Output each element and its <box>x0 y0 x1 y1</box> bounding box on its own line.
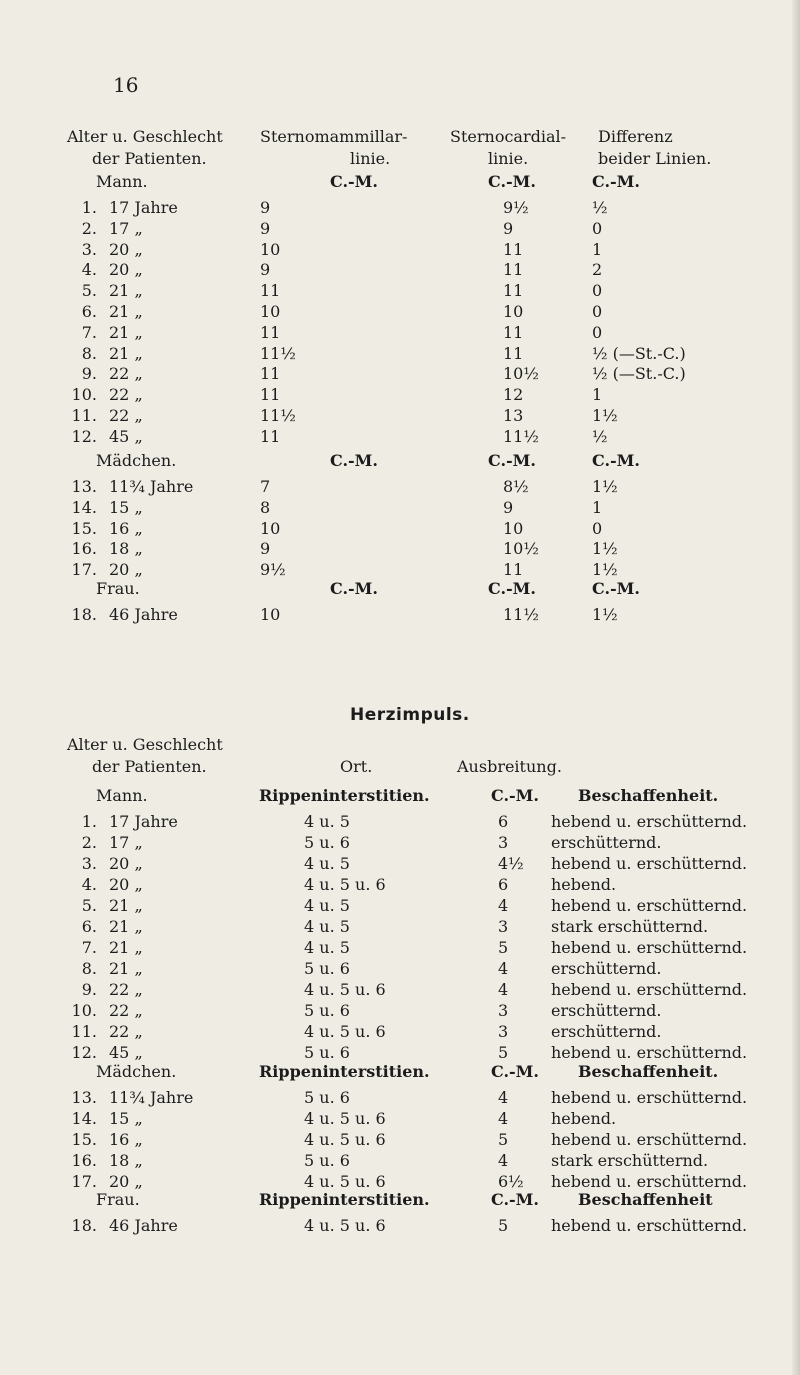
difference-value: 1 <box>592 239 603 259</box>
row-number: 11. <box>71 406 97 425</box>
ausbreitung-value: 5 <box>498 1130 509 1149</box>
patient-age: 21 „ <box>109 281 143 301</box>
group-label: Mann. <box>96 172 148 191</box>
row-number: 8. <box>81 959 97 978</box>
row-number: 7. <box>81 938 97 957</box>
difference-value: 1½ <box>592 477 618 496</box>
patient-age: 17 „ <box>109 218 143 238</box>
patient-age: 15 „ <box>109 497 143 517</box>
beschaffenheit-value: hebend u. erschütternd. <box>551 896 748 915</box>
beschaffenheit-value: erschütternd. <box>551 833 662 852</box>
patient-age: 21 „ <box>109 322 143 342</box>
beschaffenheit-value: hebend u. erschütternd. <box>551 854 748 873</box>
ort-value: 4 u. 5 u. 6 <box>304 1022 386 1041</box>
ausbreitung-value: 4 <box>498 1088 509 1107</box>
patient-age: 15 „ <box>109 1109 143 1128</box>
ausbreitung-value: 3 <box>498 917 509 936</box>
patient-age: 16 „ <box>109 518 143 538</box>
sternocardial-value: 11 <box>503 281 524 301</box>
sternocardial-value: 12 <box>503 385 524 405</box>
unit-label: C.-M. <box>488 579 536 598</box>
sternocardial-value: 9 <box>503 218 514 238</box>
sternocardial-value: 10 <box>503 518 524 538</box>
ort-subheader: Rippeninterstitien. <box>259 786 430 805</box>
difference-value: 1½ <box>592 560 618 580</box>
row-number: 6. <box>81 302 97 321</box>
sternomammillar-value: 9½ <box>260 560 286 580</box>
unit-label: C.-M. <box>488 172 536 191</box>
patient-age: 45 „ <box>109 426 143 446</box>
sternomammillar-value: 7 <box>260 477 271 496</box>
row-number: 16. <box>71 1151 97 1170</box>
patient-age: 20 „ <box>109 239 143 259</box>
row-number: 3. <box>81 239 97 259</box>
sternocardial-value: 8½ <box>503 477 529 496</box>
patient-age: 20 „ <box>109 875 143 894</box>
sternomammillar-value: 11 <box>260 364 281 384</box>
sternomammillar-value: 11 <box>260 281 281 301</box>
sternocardial-value: 9½ <box>503 198 529 217</box>
sternocardial-value: 9 <box>503 497 514 517</box>
sternocardial-value: 10 <box>503 302 524 321</box>
patient-age: 45 „ <box>109 1043 143 1062</box>
sternocardial-value: 13 <box>503 406 524 425</box>
sternocardial-value: 11½ <box>503 605 539 624</box>
t1-header-col4-line2: beider Linien. <box>598 149 712 168</box>
ort-value: 5 u. 6 <box>304 1088 350 1107</box>
ausbreitung-value: 4 <box>498 1109 509 1128</box>
beschaffenheit-value: hebend. <box>551 1109 617 1128</box>
row-number: 10. <box>71 1001 97 1020</box>
sternomammillar-value: 8 <box>260 497 271 517</box>
unit-label: C.-M. <box>592 172 640 191</box>
row-number: 6. <box>81 917 97 936</box>
group-label: Mädchen. <box>96 451 177 470</box>
patient-age: 22 „ <box>109 364 143 384</box>
patient-age: 18 „ <box>109 539 143 559</box>
t1-header-col1-line1: Alter u. Geschlecht <box>67 127 223 146</box>
ort-value: 4 u. 5 u. 6 <box>304 1130 386 1149</box>
beschaffenheit-value: hebend u. erschütternd. <box>551 812 748 831</box>
ort-value: 4 u. 5 <box>304 854 350 873</box>
ausbreitung-value: 6 <box>498 812 509 831</box>
difference-value: ½ <box>592 426 608 446</box>
ausbreitung-subheader: C.-M. <box>491 1062 539 1081</box>
difference-value: ½ (—St.-C.) <box>592 343 686 363</box>
row-number: 10. <box>71 385 97 405</box>
patient-age: 22 „ <box>109 1001 143 1020</box>
t1-header-col2-line2: linie. <box>350 149 391 168</box>
difference-value: 1 <box>592 497 603 517</box>
beschaffenheit-value: hebend u. erschütternd. <box>551 1130 748 1149</box>
group-label: Mann. <box>96 786 148 805</box>
beschaffenheit-value: erschütternd. <box>551 1001 662 1020</box>
row-number: 13. <box>71 477 97 496</box>
beschaffenheit-value: hebend u. erschütternd. <box>551 1172 748 1191</box>
sternocardial-value: 11 <box>503 322 524 342</box>
ort-subheader: Rippeninterstitien. <box>259 1062 430 1081</box>
sternomammillar-value: 9 <box>260 260 271 280</box>
beschaffenheit-value: erschütternd. <box>551 1022 662 1041</box>
patient-age: 17 Jahre <box>109 812 178 831</box>
ort-value: 4 u. 5 <box>304 812 350 831</box>
sternomammillar-value: 11 <box>260 385 281 405</box>
row-number: 8. <box>81 343 97 363</box>
beschaffenheit-value: hebend u. erschütternd. <box>551 1088 748 1107</box>
row-number: 12. <box>71 1043 97 1062</box>
difference-value: 1 <box>592 385 603 405</box>
ausbreitung-value: 4½ <box>498 854 524 873</box>
ausbreitung-value: 5 <box>498 1216 509 1235</box>
unit-label: C.-M. <box>330 451 378 470</box>
row-number: 1. <box>81 812 97 831</box>
row-number: 14. <box>71 1109 97 1128</box>
beschaffenheit-subheader: Beschaffenheit. <box>578 1062 719 1081</box>
row-number: 17. <box>71 1172 97 1191</box>
ort-value: 4 u. 5 <box>304 896 350 915</box>
ort-value: 5 u. 6 <box>304 959 350 978</box>
t2-header-col3: Ausbreitung. <box>457 757 562 776</box>
ort-value: 5 u. 6 <box>304 833 350 852</box>
row-number: 1. <box>81 198 97 217</box>
sternomammillar-value: 11½ <box>260 343 296 363</box>
ort-value: 5 u. 6 <box>304 1151 350 1170</box>
t1-header-col3-line1: Sternocardial- <box>450 127 567 146</box>
ort-value: 5 u. 6 <box>304 1001 350 1020</box>
beschaffenheit-value: erschütternd. <box>551 959 662 978</box>
row-number: 5. <box>81 281 97 301</box>
patient-age: 11¾ Jahre <box>109 477 194 496</box>
sternocardial-value: 11 <box>503 343 524 363</box>
row-number: 14. <box>71 497 97 517</box>
patient-age: 17 Jahre <box>109 198 178 217</box>
sternomammillar-value: 9 <box>260 198 271 217</box>
row-number: 5. <box>81 896 97 915</box>
row-number: 3. <box>81 854 97 873</box>
patient-age: 20 „ <box>109 560 143 580</box>
sternocardial-value: 11½ <box>503 426 539 446</box>
row-number: 4. <box>81 260 97 280</box>
sternomammillar-value: 10 <box>260 239 281 259</box>
difference-value: 2 <box>592 260 603 280</box>
difference-value: ½ <box>592 198 608 217</box>
page-number: 16 <box>113 73 139 97</box>
patient-age: 22 „ <box>109 385 143 405</box>
difference-value: 0 <box>592 322 603 342</box>
patient-age: 21 „ <box>109 896 143 915</box>
difference-value: 1½ <box>592 406 618 425</box>
difference-value: 0 <box>592 518 603 538</box>
t2-header-col2: Ort. <box>340 757 373 776</box>
beschaffenheit-value: hebend. <box>551 875 617 894</box>
beschaffenheit-value: hebend u. erschütternd. <box>551 1043 748 1062</box>
t2-header-col1-line2: der Patienten. <box>92 757 207 776</box>
row-number: 2. <box>81 833 97 852</box>
patient-age: 20 „ <box>109 854 143 873</box>
patient-age: 17 „ <box>109 833 143 852</box>
unit-label: C.-M. <box>592 451 640 470</box>
ausbreitung-subheader: C.-M. <box>491 786 539 805</box>
patient-age: 22 „ <box>109 980 143 999</box>
patient-age: 16 „ <box>109 1130 143 1149</box>
beschaffenheit-subheader: Beschaffenheit <box>578 1190 713 1209</box>
ort-value: 4 u. 5 u. 6 <box>304 1172 386 1191</box>
row-number: 2. <box>81 218 97 238</box>
patient-age: 11¾ Jahre <box>109 1088 194 1107</box>
patient-age: 20 „ <box>109 1172 143 1191</box>
t1-header-col3-line2: linie. <box>488 149 529 168</box>
sternocardial-value: 11 <box>503 260 524 280</box>
row-number: 17. <box>71 560 97 580</box>
sternomammillar-value: 11½ <box>260 406 296 425</box>
ort-value: 5 u. 6 <box>304 1043 350 1062</box>
ort-value: 4 u. 5 u. 6 <box>304 980 386 999</box>
ausbreitung-subheader: C.-M. <box>491 1190 539 1209</box>
t1-header-col4-line1: Differenz <box>598 127 673 146</box>
row-number: 9. <box>81 980 97 999</box>
difference-value: ½ (—St.-C.) <box>592 364 686 384</box>
row-number: 7. <box>81 322 97 342</box>
row-number: 4. <box>81 875 97 894</box>
ausbreitung-value: 4 <box>498 980 509 999</box>
sternocardial-value: 10½ <box>503 364 539 384</box>
t1-header-col1-line2: der Patienten. <box>92 149 207 168</box>
t2-header-col1-line1: Alter u. Geschlecht <box>67 735 223 754</box>
patient-age: 46 Jahre <box>109 1216 178 1235</box>
ausbreitung-value: 6 <box>498 875 509 894</box>
section-title: Herzimpuls. <box>350 705 470 725</box>
row-number: 18. <box>71 605 97 624</box>
patient-age: 21 „ <box>109 959 143 978</box>
ort-value: 4 u. 5 u. 6 <box>304 1109 386 1128</box>
unit-label: C.-M. <box>592 579 640 598</box>
patient-age: 21 „ <box>109 302 143 321</box>
row-number: 12. <box>71 426 97 446</box>
ausbreitung-value: 3 <box>498 1001 509 1020</box>
beschaffenheit-value: stark erschütternd. <box>551 1151 709 1170</box>
ort-value: 4 u. 5 u. 6 <box>304 875 386 894</box>
row-number: 15. <box>71 1130 97 1149</box>
ort-value: 4 u. 5 u. 6 <box>304 1216 386 1235</box>
difference-value: 0 <box>592 302 603 321</box>
sternomammillar-value: 10 <box>260 605 281 624</box>
group-label: Frau. <box>96 1190 140 1209</box>
beschaffenheit-value: hebend u. erschütternd. <box>551 1216 748 1235</box>
sternomammillar-value: 11 <box>260 426 281 446</box>
ausbreitung-value: 3 <box>498 833 509 852</box>
patient-age: 46 Jahre <box>109 605 178 624</box>
difference-value: 1½ <box>592 539 618 559</box>
patient-age: 22 „ <box>109 1022 143 1041</box>
sternomammillar-value: 10 <box>260 518 281 538</box>
row-number: 9. <box>81 364 97 384</box>
group-label: Frau. <box>96 579 140 598</box>
row-number: 15. <box>71 518 97 538</box>
ort-value: 4 u. 5 <box>304 917 350 936</box>
patient-age: 18 „ <box>109 1151 143 1170</box>
ausbreitung-value: 4 <box>498 959 509 978</box>
unit-label: C.-M. <box>488 451 536 470</box>
sternomammillar-value: 9 <box>260 218 271 238</box>
ausbreitung-value: 5 <box>498 938 509 957</box>
sternocardial-value: 11 <box>503 560 524 580</box>
patient-age: 20 „ <box>109 260 143 280</box>
row-number: 11. <box>71 1022 97 1041</box>
patient-age: 21 „ <box>109 938 143 957</box>
beschaffenheit-value: stark erschütternd. <box>551 917 709 936</box>
sternomammillar-value: 11 <box>260 322 281 342</box>
difference-value: 0 <box>592 281 603 301</box>
sternocardial-value: 10½ <box>503 539 539 559</box>
unit-label: C.-M. <box>330 172 378 191</box>
sternomammillar-value: 9 <box>260 539 271 559</box>
group-label: Mädchen. <box>96 1062 177 1081</box>
sternocardial-value: 11 <box>503 239 524 259</box>
ausbreitung-value: 6½ <box>498 1172 524 1191</box>
page-edge <box>792 0 800 1375</box>
ort-value: 4 u. 5 <box>304 938 350 957</box>
ausbreitung-value: 3 <box>498 1022 509 1041</box>
beschaffenheit-value: hebend u. erschütternd. <box>551 980 748 999</box>
sternomammillar-value: 10 <box>260 302 281 321</box>
row-number: 18. <box>71 1216 97 1235</box>
patient-age: 21 „ <box>109 917 143 936</box>
beschaffenheit-subheader: Beschaffenheit. <box>578 786 719 805</box>
row-number: 13. <box>71 1088 97 1107</box>
difference-value: 0 <box>592 218 603 238</box>
beschaffenheit-value: hebend u. erschütternd. <box>551 938 748 957</box>
patient-age: 22 „ <box>109 406 143 425</box>
ausbreitung-value: 4 <box>498 1151 509 1170</box>
t1-header-col2-line1: Sternomammillar- <box>260 127 408 146</box>
ausbreitung-value: 4 <box>498 896 509 915</box>
difference-value: 1½ <box>592 605 618 624</box>
row-number: 16. <box>71 539 97 559</box>
patient-age: 21 „ <box>109 343 143 363</box>
ort-subheader: Rippeninterstitien. <box>259 1190 430 1209</box>
ausbreitung-value: 5 <box>498 1043 509 1062</box>
unit-label: C.-M. <box>330 579 378 598</box>
